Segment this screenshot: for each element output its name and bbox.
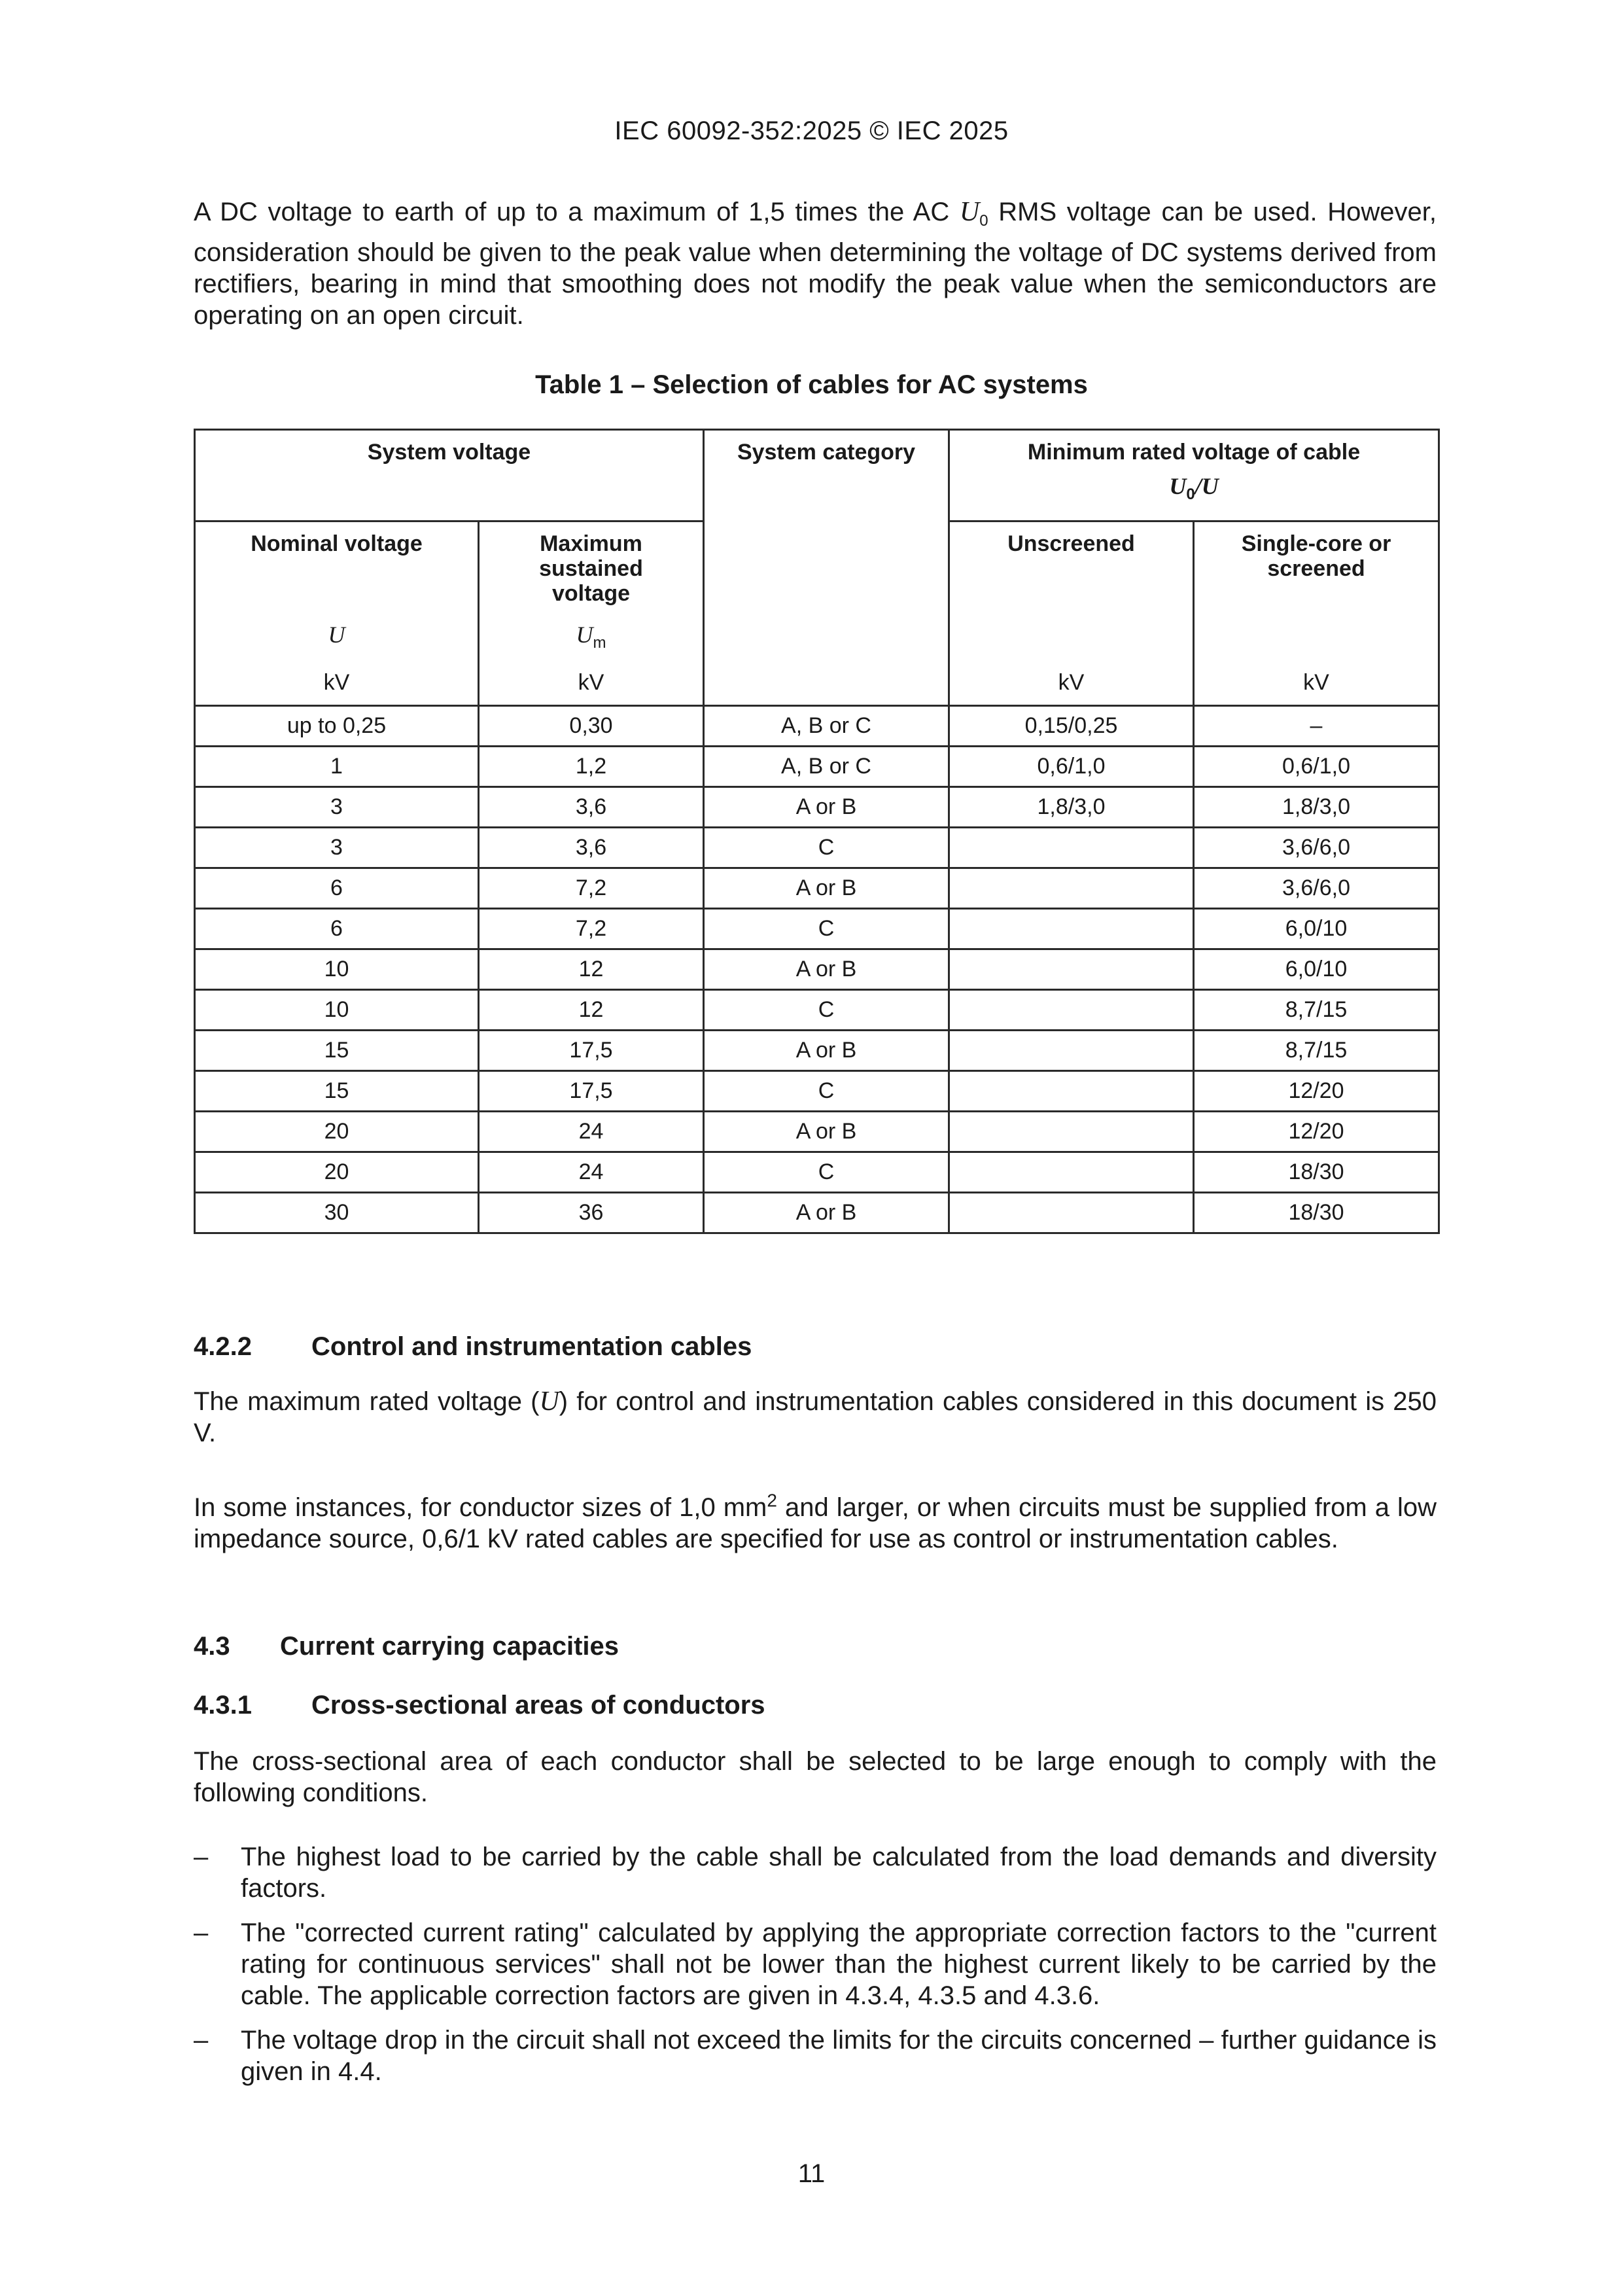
section-4-3-1-heading: 4.3.1 Cross-sectional areas of conductors: [194, 1691, 765, 1720]
table-title: Table 1 – Selection of cables for AC systems: [535, 370, 1088, 399]
table-cell: 0,6/1,0: [1194, 747, 1439, 787]
table-cell: 3: [195, 787, 479, 828]
table-cell: 17,5: [479, 1071, 704, 1112]
table-cell: 12: [479, 990, 704, 1031]
header-system-category: System category: [704, 430, 949, 706]
intro-text-2: RMS voltage can be used. However, consideration should be given to the peak value when determining the voltage of DC systems derived from rectifiers, bearing in mind that smoothing does not modify the peak value when the semiconductors are operating on an open circuit.: [194, 198, 1437, 330]
table-cell: 36: [479, 1193, 704, 1233]
table-cell: 3: [195, 828, 479, 868]
table-row: [195, 1071, 1439, 1112]
table-header-row-1: [195, 430, 1439, 521]
table-cell: 3,6: [479, 787, 704, 828]
table-cell: 15: [195, 1071, 479, 1112]
section-4-3-1-paragraph: The cross-sectional area of each conductor shall be selected to be large enough to comply with the following conditions.: [194, 1747, 1437, 1807]
table-row: [195, 949, 1439, 990]
table-cell: A or B: [704, 1112, 949, 1152]
header-single-core: Single-core or screened kV: [1194, 521, 1439, 706]
table-cell: 7,2: [479, 909, 704, 949]
table-row: [195, 1193, 1439, 1233]
table-cell: 1,8/3,0: [1194, 787, 1439, 828]
table-cell: 18/30: [1194, 1193, 1439, 1233]
table-cell: A or B: [704, 949, 949, 990]
table-cell: 1,8/3,0: [949, 787, 1194, 828]
table-cell: [949, 909, 1194, 949]
header-min-rated-voltage: Minimum rated voltage of cable $U_0/U$: [949, 430, 1439, 521]
table-cell: 17,5: [479, 1031, 704, 1071]
table-row: [195, 909, 1439, 949]
list-item: – The voltage drop in the circuit shall not exceed the limits for the circuits concerned – further guidance is given in 4.4.: [194, 2026, 1437, 2086]
table-cell: [949, 990, 1194, 1031]
table-cell: [949, 828, 1194, 868]
intro-paragraph: [194, 196, 1437, 331]
table-cell: A or B: [704, 868, 949, 909]
table-cell: 10: [195, 990, 479, 1031]
intro-text-1: A DC voltage to earth of up to a maximum of 1,5 times the AC: [194, 198, 960, 226]
symbol-u0: $U_0$: [959, 197, 988, 230]
section-4-2-2-heading: 4.2.2 Control and instrumentation cables: [194, 1332, 752, 1361]
table-cell: C: [704, 1152, 949, 1193]
table-cell: A, B or C: [704, 706, 949, 747]
table-cell: [949, 1193, 1194, 1233]
table-cell: [949, 868, 1194, 909]
table-cell: 7,2: [479, 868, 704, 909]
table-cell: [949, 949, 1194, 990]
table-cell: A or B: [704, 1031, 949, 1071]
table-row: [195, 1031, 1439, 1071]
table-row: [195, 990, 1439, 1031]
table-cell: A or B: [704, 787, 949, 828]
section-4-2-2-paragraph-1: The maximum rated voltage (U) for control and instrumentation cables considered in this document is 250 V.: [194, 1386, 1437, 1447]
table-cell: 8,7/15: [1194, 990, 1439, 1031]
list-item: – The highest load to be carried by the cable shall be calculated from the load demands and diversity factors.: [194, 1843, 1437, 1903]
table-row: [195, 706, 1439, 747]
table-cell: 6: [195, 909, 479, 949]
page-number: 11: [797, 2159, 826, 2188]
symbol-u0-u: $U_0/U$: [1169, 473, 1219, 503]
table-cell: up to 0,25: [195, 706, 479, 747]
table-cell: 20: [195, 1152, 479, 1193]
table-cell: –: [1194, 706, 1439, 747]
table-cell: 30: [195, 1193, 479, 1233]
table-cell: 0,6/1,0: [949, 747, 1194, 787]
table-cell: 12: [479, 949, 704, 990]
table-cell: [949, 1071, 1194, 1112]
table-cell: 6,0/10: [1194, 949, 1439, 990]
section-4-3-heading: 4.3 Current carrying capacities: [194, 1632, 619, 1661]
table-row: [195, 1112, 1439, 1152]
table-row: [195, 828, 1439, 868]
table-cell: 12/20: [1194, 1071, 1439, 1112]
table-cell: 15: [195, 1031, 479, 1071]
table-cell: 20: [195, 1112, 479, 1152]
table-row: [195, 1152, 1439, 1193]
table-cell: [949, 1112, 1194, 1152]
header-nominal-voltage: Nominal voltage U kV: [195, 521, 479, 706]
table-cell: 6: [195, 868, 479, 909]
table-cell: 0,30: [479, 706, 704, 747]
table-row: [195, 787, 1439, 828]
table-cell: C: [704, 909, 949, 949]
table-cell: 18/30: [1194, 1152, 1439, 1193]
table-cell: 10: [195, 949, 479, 990]
table-cell: [949, 1152, 1194, 1193]
header-system-voltage: System voltage: [195, 430, 704, 521]
table-cell: C: [704, 828, 949, 868]
table-body: [195, 706, 1439, 1233]
table-cell: 12/20: [1194, 1112, 1439, 1152]
table-cell: C: [704, 990, 949, 1031]
table-row: [195, 747, 1439, 787]
table-cell: 1: [195, 747, 479, 787]
table-cell: 6,0/10: [1194, 909, 1439, 949]
section-4-2-2-paragraph-2: In some instances, for conductor sizes of 1,0 $mm^2$ and larger, or when circuits must be supplied from a low impedance source, 0,6/1 kV rated cables are specified for use as control or instrumentation cables.: [194, 1490, 1437, 1553]
table-cell: 3,6/6,0: [1194, 868, 1439, 909]
table-cell: 3,6: [479, 828, 704, 868]
table-cell: 3,6/6,0: [1194, 828, 1439, 868]
table-cell: 8,7/15: [1194, 1031, 1439, 1071]
page-header: IEC 60092-352:2025 © IEC 2025: [614, 116, 1009, 145]
table-cell: A or B: [704, 1193, 949, 1233]
table-cell: A, B or C: [704, 747, 949, 787]
conditions-list: [194, 1841, 1437, 2100]
list-item: – The "corrected current rating" calculated by applying the appropriate correction factors to the "current rating for continuous services" shall not be lower than the highest current likely to be carried by the cable. The applicable correction factors are given in 4.3.4, 4.3.5 and 4.3.6.: [194, 1918, 1437, 2010]
table-cell: 24: [479, 1152, 704, 1193]
header-unscreened: Unscreened kV: [949, 521, 1194, 706]
table-cell: 24: [479, 1112, 704, 1152]
table-row: [195, 868, 1439, 909]
table-cell: [949, 1031, 1194, 1071]
header-max-sustained-voltage: Maximum sustained voltage $U_m$ kV: [479, 521, 704, 706]
table-cell: 0,15/0,25: [949, 706, 1194, 747]
table-cell: C: [704, 1071, 949, 1112]
cable-selection-table: [194, 429, 1440, 1234]
table-cell: 1,2: [479, 747, 704, 787]
